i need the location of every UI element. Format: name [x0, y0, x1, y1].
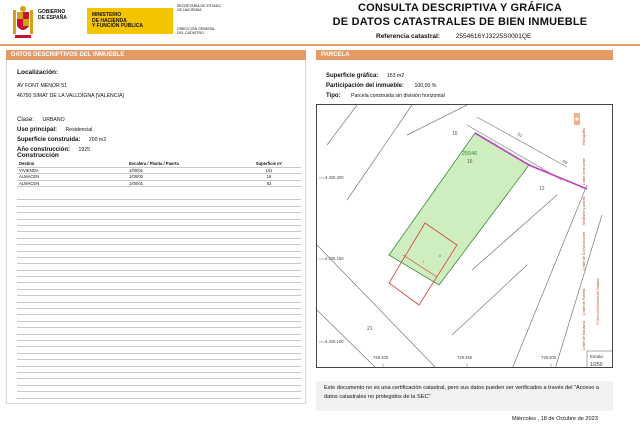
empty-row-line: [17, 392, 301, 398]
cell-destino: VIVIENDA: [17, 167, 127, 173]
participacion-label: Participación del inmueble:: [326, 83, 405, 89]
superficie-label: Superficie construida:: [17, 137, 81, 143]
cell-destino: ALMACEN: [17, 180, 127, 186]
col-escalera: Escalera / Planta / Puerta: [127, 161, 237, 167]
ref-value: 2554616YJ3225S0001QE: [455, 33, 532, 40]
header-rule: [0, 44, 640, 46]
cell-superficie: 101: [237, 167, 301, 173]
spanish-coat-of-arms-icon: [10, 4, 36, 42]
table-row: [17, 180, 301, 186]
uso-label: Uso principal:: [17, 127, 58, 133]
legend-item: Límite zona verde: [582, 158, 586, 185]
parcel-polygon[interactable]: [389, 133, 529, 285]
coord-y-3: 4.325.100: [325, 339, 344, 344]
cell-escalera: 1/00/01: [127, 167, 237, 173]
uso-value: Residencial: [65, 127, 93, 133]
address-line-2: 46750 SIMAT DE LA VALLDIGNA [VALENCIA]: [17, 93, 124, 99]
legend-item: Límite de Construcciones: [582, 231, 586, 270]
coord-x-1: 729.400: [373, 355, 389, 360]
ano-value: 1925: [78, 147, 91, 153]
construction-floor-label: I: [423, 260, 424, 264]
street-number-51: 51: [516, 131, 524, 139]
plot-label-16-top: 16: [452, 131, 458, 137]
parcel-number-label: 25546: [462, 151, 478, 157]
parcela-header: PARCELA: [316, 50, 613, 60]
page-title-line1: CONSULTA DESCRIPTIVA Y GRÁFICA: [357, 2, 562, 14]
tipo-label: Tipo:: [326, 93, 341, 99]
plot-label-16: 16: [467, 159, 473, 165]
legend-item: Límite de Parcela: [582, 288, 586, 315]
cell-superficie: 83: [237, 180, 301, 186]
copyright-note: [596, 278, 600, 325]
coord-y-2: 4.325.150: [325, 256, 344, 261]
cell-superficie: 16: [237, 174, 301, 180]
tipo-row: [326, 84, 445, 102]
ref-label: Referencia catastral:: [376, 33, 440, 40]
participacion-value: 100,00 %: [414, 83, 437, 89]
ano-label: Año construcción:: [17, 147, 71, 153]
secretaria-label: SECRETARÍA DE ESTADO DE HACIENDA: [177, 4, 221, 13]
cell-escalera: 1/00/00: [127, 174, 237, 180]
ministry-label: MINISTERIO DE HACIENDA Y FUNCIÓN PÚBLICA: [92, 12, 144, 30]
page-title-line2: DE DATOS CATASTRALES DE BIEN INMUEBLE: [332, 16, 588, 28]
address-line-1: AV FONT MENOR 51: [17, 83, 67, 89]
construccion-label: Construcción: [17, 152, 59, 159]
government-label: GOBIERNO DE ESPAÑA: [38, 9, 67, 21]
map-canvas: [317, 105, 613, 368]
clase-value: URBANO: [42, 117, 65, 123]
clase-label: Clase:: [17, 117, 35, 123]
superficie-value: 200 m2: [88, 137, 107, 143]
coord-x-2: 729.450: [457, 355, 473, 360]
cell-destino: ALMACEN: [17, 174, 127, 180]
block-line: [347, 105, 412, 200]
coord-y-1: 4.325.200: [325, 175, 344, 180]
street-number-49: 49: [561, 158, 569, 166]
cell-escalera: 1/00/01: [127, 180, 237, 186]
block-line: [555, 215, 602, 368]
construction-table: [17, 161, 301, 187]
document-date: Miércoles , 18 de Octubre de 2023: [512, 416, 598, 422]
map-legend: [582, 128, 586, 350]
sup-grafica-label: Superficie gráfica:: [326, 73, 379, 79]
disclaimer-note: Este documento no es una certificación catastral, pero sus datos pueden ser verificados a través del "Acceso a datos catastrales no protegidos de la SEC": [316, 381, 613, 411]
tipo-value: Parcela construida sin división horizontal: [351, 93, 445, 99]
empty-table-rows: [17, 194, 301, 400]
col-destino: Destino: [17, 161, 127, 167]
construction-floor-label: I: [435, 188, 436, 192]
descriptive-data-header: DATOS DESCRIPTIVOS DEL INMUEBLE: [6, 50, 306, 60]
localizacion-label: Localización:: [17, 69, 59, 76]
cadastral-reference: [376, 33, 531, 40]
scale-value: 1/250: [590, 362, 603, 368]
block-line: [452, 265, 527, 335]
legend-item: Límite de Manzana: [582, 321, 586, 350]
col-superficie: Superficie m²: [237, 161, 301, 167]
legend-item: Mobiliario y aceras: [582, 196, 586, 225]
direccion-label: DIRECCIÓN GENERAL DEL CATASTRO: [177, 27, 216, 36]
construction-floor-label: II: [439, 254, 441, 258]
block-line: [327, 105, 357, 145]
parcel-map[interactable]: [316, 104, 613, 368]
side-note-text: © Dirección General del Catastro: [596, 278, 600, 325]
coord-x-3: 729.500: [541, 355, 557, 360]
plot-label-21: 21: [367, 326, 373, 332]
scale-label: Escala:: [590, 354, 604, 359]
sup-grafica-value: 153 m2: [386, 73, 405, 79]
block-line: [407, 105, 467, 135]
block-line: [512, 185, 587, 368]
legend-item: Hidrografía: [582, 128, 586, 145]
north-arrow-icon: [574, 113, 580, 125]
plot-label-12: 12: [539, 186, 545, 192]
